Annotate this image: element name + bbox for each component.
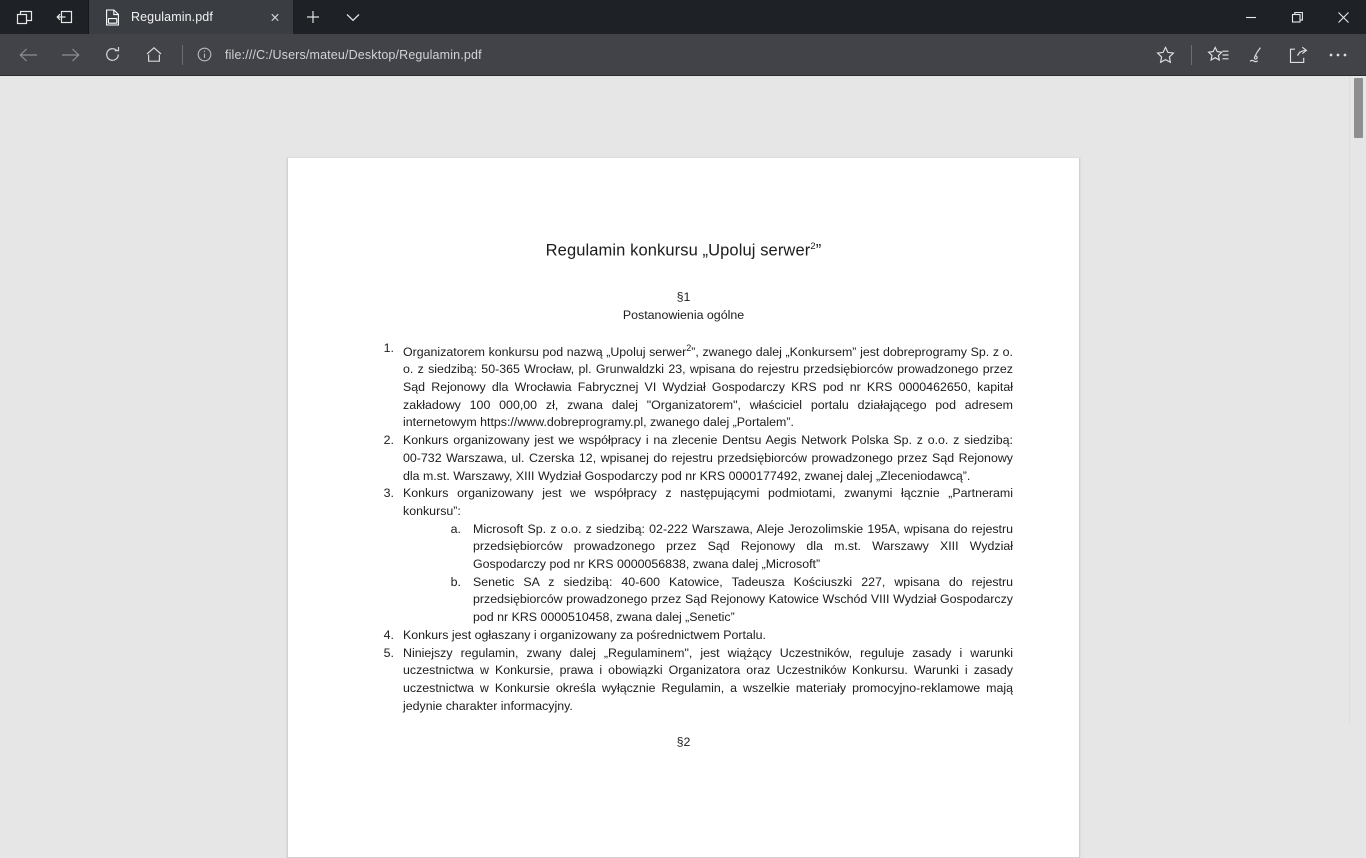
clause-marker: 5. [383,645,394,660]
info-icon[interactable] [193,44,215,66]
pdf-page-content [288,158,1079,751]
clause-item-2 [368,432,1013,485]
clause-text: Konkurs organizowany jest we współpracy z następującymi podmiotami, zwanymi łącznie „Partnerami konkursu”: [403,486,1013,518]
toolbar-actions [1145,39,1358,71]
document-title-suffix: ” [815,241,822,260]
pdf-viewer[interactable] [0,76,1366,750]
browser-tab-regulamin[interactable] [88,0,293,34]
section-name: Postanowienia ogólne [622,307,745,322]
clause-sublist [439,521,1013,627]
tab-close-icon[interactable]: ✕ [269,10,281,25]
minimize-button[interactable] [1228,0,1274,34]
subclause-text: Microsoft Sp. z o.o. z siedzibą: 02-222 Warszawa, Aleje Jerozolimskie 195A, wpisana do rejestru przedsiębiorców prowadzonego przez Sąd Rejonowy dla m.st. Warszawy XIII Wydział Gospodarczy pod nr KRS 0000056838, zwana dalej „Microsoft” [473,521,1013,572]
clause-text: Niniejszy regulamin, zwany dalej „Regulaminem", jest wiążący Uczestników, reguluje zasady i warunki uczestnictwa w Konkursie, prawa i obowiązki Organizatora oraz Uczestników Konkursu. Warunki i zasady uczestnictwa w Konkursie określa wyłącznie Regulamin, a wszelkie materiały promocyjno-reklamowe mają jedynie charakter informacyjny. [403,645,1013,713]
pdf-file-icon [103,8,121,26]
clause-text [403,342,1013,430]
tab-strip [88,0,1228,34]
forward-button[interactable] [50,39,90,71]
document-title-text: Regulamin konkursu „Upoluj serwer [545,241,811,260]
hub-favorites-icon[interactable] [1198,39,1238,71]
clause-text-part2: ”, zwanego dalej „Konkursem” jest dobreprogramy Sp. z o. o. z siedzibą: 50-365 Wrocław, pl. Grunwaldzki 23, wpisana do rejestru przedsiębiorców prowadzonego przez Sąd Rejonowy dla Wrocławia Fabrycznej VI Wydział Gospodarczy KRS pod nr KRS 0000462650, kapitał zakładowy 100 000,00 zł, zwana dalej "Organizatorem", właściciel portalu działającego pod adresem internetowym https://www.dobreprogramy.pl, zwanego dalej „Portalem”. [403,344,1013,430]
title-bar [0,0,1366,34]
section-number: §1 [676,289,691,304]
url-text[interactable]: file:///C:/Users/mateu/Desktop/Regulamin.pdf [225,47,482,62]
clause-marker: 3. [383,486,394,501]
clause-subitem-a [439,521,1013,574]
share-icon[interactable] [1278,39,1318,71]
next-section-number: §2 [676,735,691,750]
tab-preview-icon[interactable] [4,0,44,34]
close-window-button[interactable] [1320,0,1366,34]
clause-item-1 [368,340,1013,433]
maximize-restore-button[interactable] [1274,0,1320,34]
clause-marker: 4. [383,627,394,642]
scrollbar-thumb[interactable] [1354,78,1363,138]
clause-list [368,340,1013,716]
make-a-note-icon[interactable] [1238,39,1278,71]
clause-text: Konkurs organizowany jest we współpracy i na zlecenie Dentsu Aegis Network Polska Sp. z o.o. z siedzibą: 00-732 Warszawa, ul. Czerska 12, wpisanej do rejestru przedsiębiorców prowadzonego przez Sąd Rejonowy dla m.st. Warszawy, XIII Wydział Gospodarczy pod nr KRS 0000177492, zwanej dalej „Zleceniodawcą”. [403,433,1013,483]
new-tab-button[interactable] [293,0,333,34]
clause-subitem-b [439,574,1013,627]
browser-toolbar [0,34,1366,76]
tab-title: Regulamin.pdf [131,10,213,24]
window-controls [1228,0,1366,34]
subclause-marker: b. [450,574,461,589]
titlebar-left-icons [0,0,88,34]
clause-superscript: 2 [686,342,692,353]
favorites-star-icon[interactable] [1145,39,1185,71]
clause-item-3 [368,485,1013,627]
address-bar[interactable] [193,39,1137,71]
clause-item-4 [368,627,1013,645]
set-tabs-aside-icon[interactable] [44,0,84,34]
toolbar-divider-2 [1191,45,1192,65]
toolbar-divider [182,45,183,65]
vertical-scrollbar[interactable] [1349,76,1366,724]
subclause-text: Senetic SA z siedzibą: 40-600 Katowice, Tadeusza Kościuszki 227, wpisana do rejestru przedsiębiorców prowadzonego przez Sąd Rejonowy Katowice Wschód VIII Wydział Gospodarczy pod nr KRS 0000510458, zwana dalej „Senetic” [473,574,1013,625]
home-button[interactable] [134,39,174,71]
more-options-icon[interactable] [1318,39,1358,71]
document-title-superscript: 2 [810,241,816,252]
clause-marker: 1. [383,340,394,355]
back-button[interactable] [8,39,48,71]
clause-text-part1: Organizatorem konkursu pod nazwą „Upoluj serwer [403,344,687,359]
chevron-down-icon[interactable] [333,0,373,34]
clause-text: Konkurs jest ogłaszany i organizowany za pośrednictwem Portalu. [403,627,766,642]
subclause-marker: a. [450,521,461,536]
pdf-page [287,158,1080,858]
document-title [354,236,1013,262]
clause-item-5 [368,645,1013,716]
refresh-button[interactable] [92,39,132,71]
clause-marker: 2. [383,433,394,448]
